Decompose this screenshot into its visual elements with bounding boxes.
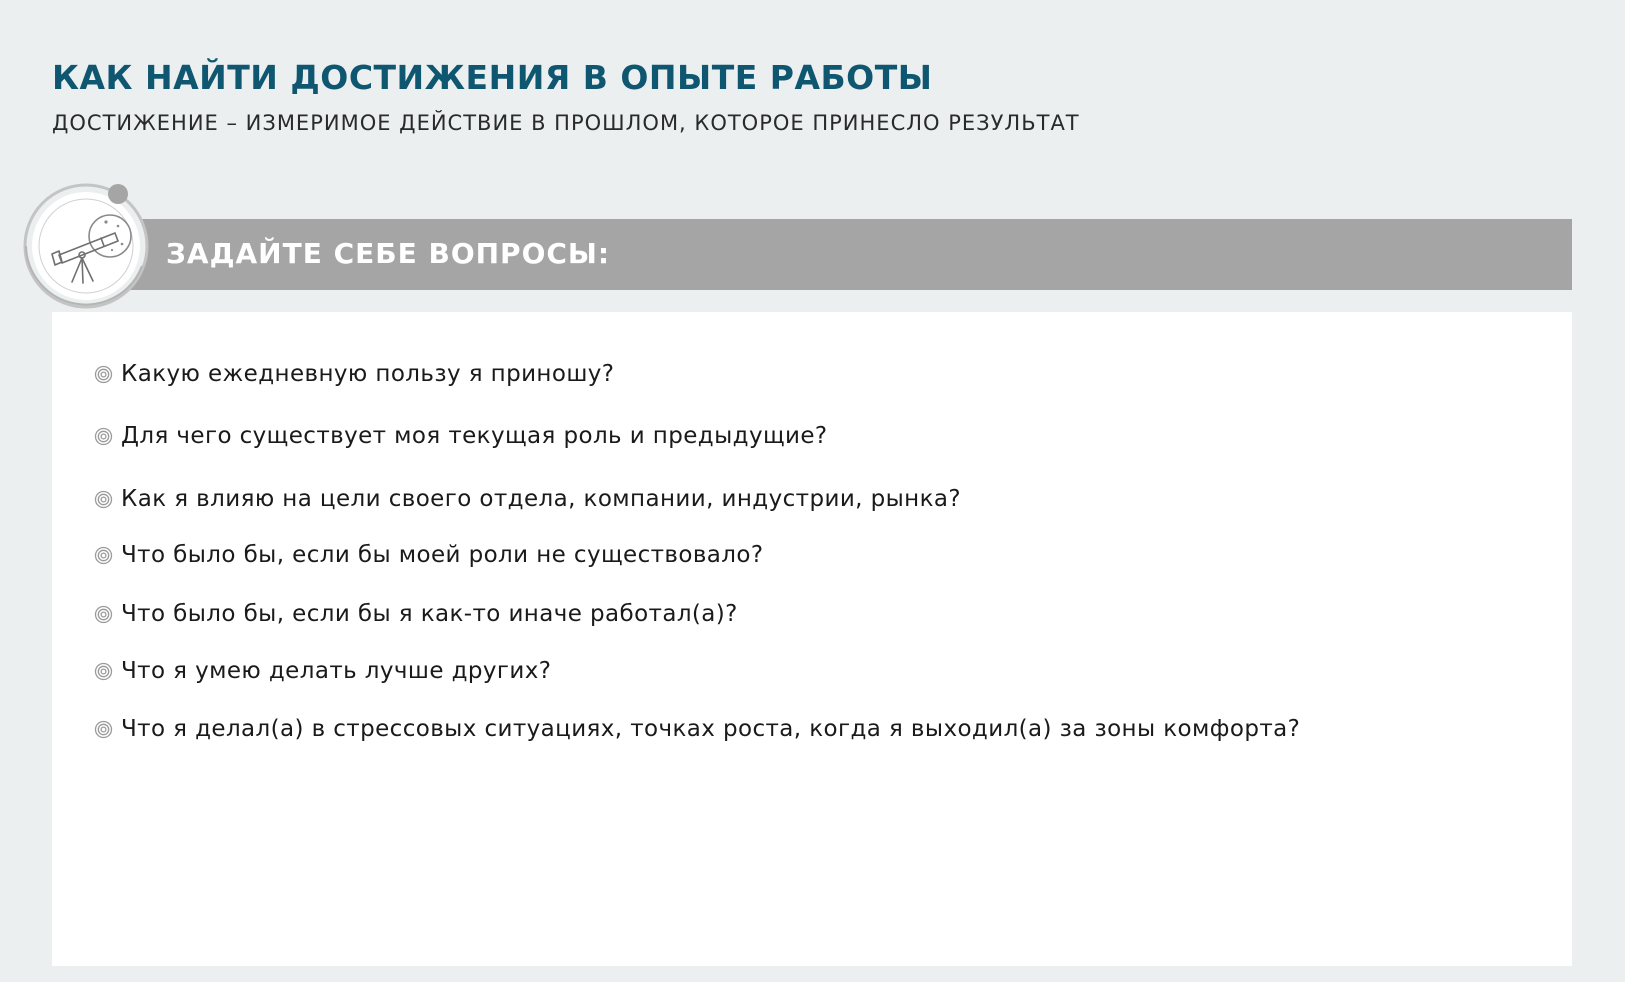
question-text: Как я влияю на цели своего отдела, компании, индустрии, рынка? bbox=[121, 486, 961, 512]
section-heading: ЗАДАЙТЕ СЕБЕ ВОПРОСЫ: bbox=[166, 237, 611, 270]
question-text: Что я делал(а) в стрессовых ситуациях, точках роста, когда я выходил(а) за зоны комфорта? bbox=[121, 716, 1301, 742]
list-item bbox=[94, 361, 614, 387]
bullet-icon bbox=[94, 427, 113, 446]
question-text: Что я умею делать лучше других? bbox=[121, 658, 552, 684]
list-item bbox=[94, 423, 828, 449]
slide-subtitle: ДОСТИЖЕНИЕ – ИЗМЕРИМОЕ ДЕЙСТВИЕ В ПРОШЛОМ, КОТОРОЕ ПРИНЕСЛО РЕЗУЛЬТАТ bbox=[52, 111, 1080, 135]
list-item bbox=[94, 658, 551, 684]
questions-card bbox=[52, 312, 1572, 966]
question-text: Что было бы, если бы моей роли не существовало? bbox=[121, 542, 764, 568]
bullet-icon bbox=[94, 546, 113, 565]
list-item bbox=[94, 716, 1300, 742]
question-text: Для чего существует моя текущая роль и предыдущие? bbox=[121, 423, 828, 449]
question-text: Какую ежедневную пользу я приношу? bbox=[121, 361, 615, 387]
bullet-icon bbox=[94, 662, 113, 681]
bullet-icon bbox=[94, 490, 113, 509]
list-item bbox=[94, 601, 738, 627]
question-text: Что было бы, если бы я как-то иначе работал(а)? bbox=[121, 601, 738, 627]
slide-title: КАК НАЙТИ ДОСТИЖЕНИЯ В ОПЫТЕ РАБОТЫ bbox=[52, 58, 933, 97]
telescope-icon bbox=[22, 182, 152, 312]
section-banner bbox=[52, 219, 1572, 290]
list-item bbox=[94, 486, 961, 512]
bullet-icon bbox=[94, 365, 113, 384]
bullet-icon bbox=[94, 605, 113, 624]
bullet-icon bbox=[94, 720, 113, 739]
list-item bbox=[94, 542, 763, 568]
